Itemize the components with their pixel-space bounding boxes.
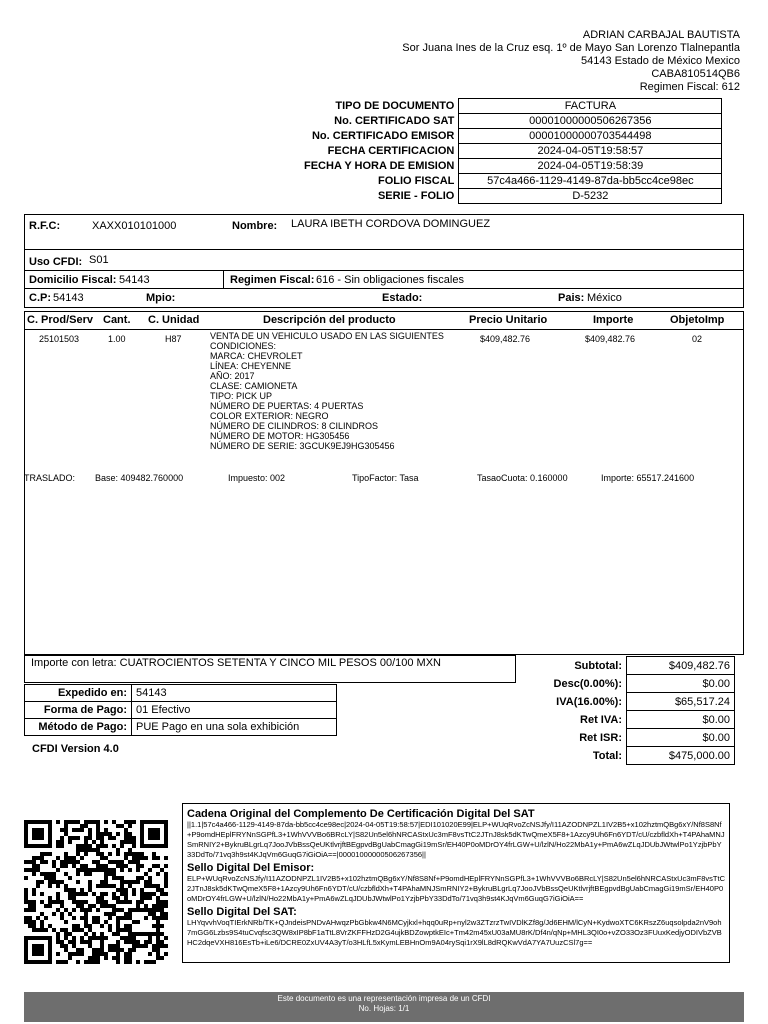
tax-tasa: TasaoCuota: 0.160000 — [477, 473, 568, 483]
doc-row — [300, 114, 722, 129]
doc-label: SERIE - FOLIO — [377, 190, 455, 202]
concepts-header — [25, 312, 743, 330]
importe-letra: Importe con letra: CUATROCIENTOS SETENTA Y CINCO MIL PESOS 00/100 MXN — [31, 657, 441, 669]
doc-row — [300, 144, 722, 159]
row-importe: $409,482.76 — [585, 334, 636, 344]
total-row — [533, 657, 735, 675]
total-value: $475,000.00 — [627, 747, 735, 765]
cadena-original: ||1.1|57c4a466-1129-4149-87da-bb5cc4ce98ec|2024-04-05T19:58:57|EDI101020E99|ELP+WUqRvoZcNSJfy/I11AZODNPZL1IV2B5+x102hztmQBg6xY/Nf8S8Nf+P9omdHEplFRYNnSGPfL3+1WhVVVBo6BRcLY|S82Un5el6hNRCAStxUc3mF8vsTtC2JTnJ8sk5dKTwQmeX5F8+1Azcy9Uh6Fn6YDT/cU/czbfldXh+T4PAhaMNJSmRNIY2+BykruBLgrLq7JooJVbBssQeUKtlvrjftBEgpvdBgUabCmagGi19mSr/EH40P0oMDrOY4frLGW+U/lzlN/Ho22MbA1y+PmA6wZLqJDUbJWtwlPo1YzjbPbY33DdTo/71vq3h9st4KJqVm6GuqG7iGiOiA==|00001000000506267356|| — [187, 820, 725, 859]
cp-value: 54143 — [53, 292, 84, 304]
header-objeto: ObjetoImp — [670, 314, 725, 326]
row-precio: $409,482.76 — [480, 334, 531, 344]
doc-label: FECHA Y HORA DE EMISION — [304, 160, 455, 172]
footer-line1: Este documento es una representación impresa de un CFDI — [277, 994, 491, 1003]
row-unidad: H87 — [165, 334, 182, 344]
rfc-label: R.F.C: — [29, 220, 61, 232]
pais-label: Pais: — [558, 292, 585, 304]
nombre-label: Nombre: — [232, 220, 278, 232]
issuer-name: ADRIAN CARBAJAL BAUTISTA — [582, 29, 740, 41]
uso-cfdi-box — [24, 249, 744, 271]
doc-label: TIPO DE DOCUMENTO — [335, 100, 455, 112]
header-precio: Precio Unitario — [469, 314, 548, 326]
doc-label: No. CERTIFICADO EMISOR — [311, 130, 455, 142]
doc-row — [300, 99, 722, 114]
seals-box — [182, 803, 730, 963]
footer-line2: No. Hojas: 1/1 — [358, 1004, 410, 1013]
total-label: IVA(16.00%): — [556, 695, 622, 708]
payment-label: Expedido en: — [25, 685, 132, 702]
total-value: $0.00 — [627, 711, 735, 729]
pais-value: México — [587, 292, 622, 304]
doc-row — [300, 174, 722, 189]
cadena-title: Cadena Original del Complemento De Certificación Digital Del SAT — [187, 808, 535, 820]
doc-row — [300, 159, 722, 174]
payment-label: Forma de Pago: — [25, 702, 132, 719]
doc-label: No. CERTIFICADO SAT — [334, 115, 455, 127]
receiver-name-box — [24, 214, 744, 250]
issuer-rfc: CABA810514QB6 — [651, 68, 740, 80]
payment-value: 54143 — [132, 685, 337, 702]
tax-base: Base: 409482.760000 — [95, 473, 184, 483]
tax-impuesto: Impuesto: 002 — [228, 473, 286, 483]
mpio-label: Mpio: — [146, 292, 176, 304]
total-value: $0.00 — [627, 675, 735, 693]
total-row — [533, 747, 735, 765]
total-row — [533, 711, 735, 729]
qr-code-icon — [24, 820, 168, 964]
row-cant: 1.00 — [108, 334, 126, 344]
emisor-seal: ELP+WUqRvoZcNSJfy/I11AZODNPZL1IV2B5+x102hztmQBg6xY/Nf8S8Nf+P9omdHEplFRYNnSGPfL3+1WhVVVBo6BRcLY|S82Un5el6hNRCAStxUc3mF8vsTtC2JTnJ8sk5dKTwQmeX5F8+1Azcy9Uh6Fn6YDT/cU/czbfldXh+T4PAhaMNJSmRNIY2+BykruBLgrLq7JooJVbBssQeUKtlvrjftBEgpvdBgUabCmagGi19mSr/EH40P0oMDrOY4frLGW+U/lzlN/Ho22MbA1y+PmA6wZLqJDUbJWtwlPo1YzjbPbY33DdTo/71vq3h9st4KJqVm6GuqG7iGiOiA== — [187, 874, 726, 903]
regimen-box — [223, 270, 744, 289]
tax-traslado: TRASLADO: — [24, 473, 76, 483]
payment-table — [24, 684, 337, 736]
totals-table — [533, 656, 735, 765]
row-prod: 25101503 — [39, 334, 80, 344]
header-descripcion: Descripción del producto — [263, 314, 396, 326]
doc-value: 00001000000506267356 — [459, 114, 722, 129]
header-importe: Importe — [593, 314, 634, 326]
total-row — [533, 729, 735, 747]
uso-label: Uso CFDI: — [29, 256, 83, 268]
payment-row — [25, 685, 337, 702]
total-value: $0.00 — [627, 729, 735, 747]
regimen-label: Regimen Fiscal: — [230, 274, 315, 286]
issuer-block — [402, 29, 740, 94]
doc-row — [300, 129, 722, 144]
concepts-table — [24, 311, 744, 655]
uso-value: S01 — [89, 254, 109, 266]
total-value: $409,482.76 — [627, 657, 735, 675]
header-prod: C. Prod/Serv — [27, 314, 94, 326]
issuer-address: Sor Juana Ines de la Cruz esq. 1º de Mayo San Lorenzo Tlalnepantla — [402, 42, 740, 54]
payment-value: 01 Efectivo — [132, 702, 337, 719]
doc-label: FECHA CERTIFICACION — [327, 145, 455, 157]
total-label: Ret ISR: — [579, 731, 622, 744]
domicilio-value: 54143 — [119, 274, 150, 286]
document-info-table — [300, 98, 722, 204]
total-label: Desc(0.00%): — [553, 677, 622, 690]
total-label: Subtotal: — [574, 659, 622, 672]
sat-seal: LHYqvvhVoqTIErkNRb/TK+QJndeisPNDvAHwqzPbGbkw4N6MCyjkxl+hqq0uRp+nyl2w3ZTzrzTwIVDlKZf8g/Jd6EHM/lCyN+KydwoXTC6KRszZ6uqsolpda2nV9oh7mGG6Lzbs9S4tuCvqfsc3QW8xIP8bF1aTtL8VrZKFFHzD2G4ujkBDZowptkEIc+Tm42m45xU03aMU8rK/Df4n/qNp+MHL3QI0o+vZO33Oz3FUuxKedjyODIVbZVBHC2dqeVXH816EsTb+iLe6/DCRE0ZxUV4A3yT/o3HLfL5xKymLEBHnOm9A04rySqi1rX9lL8dRQKwVdA7YA7UuzCSl7g== — [187, 918, 722, 947]
payment-row — [25, 702, 337, 719]
doc-value: D-5232 — [459, 189, 722, 204]
regimen-value: 616 - Sin obligaciones fiscales — [316, 274, 464, 286]
total-row — [533, 675, 735, 693]
rfc-value: XAXX010101000 — [92, 220, 177, 232]
issuer-regime: Regimen Fiscal: 612 — [639, 81, 740, 93]
doc-row — [300, 189, 722, 204]
doc-label: FOLIO FISCAL — [377, 175, 455, 187]
importe-letra-box — [24, 655, 516, 683]
page-footer — [24, 992, 744, 1022]
payment-row — [25, 719, 337, 736]
doc-value: 00001000000703544498 — [459, 129, 722, 144]
row-descripcion: VENTA DE UN VEHICULO USADO EN LAS SIGUIENTES CONDICIONES: MARCA: CHEVROLET LÍNEA: CHEYENNE AÑO: 2017 CLASE: CAMIONETA TIPO: PICK UP NÚMERO DE PUERTAS: 4 PUERTAS COLOR EXTERIOR: NEGRO NÚMERO DE CILINDROS: 8 CILINDROS NÚMERO DE MOTOR: HG305456 NÚMERO DE SERIE: 3GCUK9EJ9HG305456 — [210, 331, 444, 451]
tax-importe: Importe: 65517.241600 — [601, 473, 695, 483]
estado-label: Estado: — [382, 292, 423, 304]
cfdi-version: CFDI Version 4.0 — [32, 743, 119, 755]
sat-seal-title: Sello Digital Del SAT: — [187, 906, 297, 918]
payment-value: PUE Pago en una sola exhibición — [132, 719, 337, 736]
issuer-city: 54143 Estado de México Mexico — [581, 55, 740, 67]
domicilio-label: Domicilio Fiscal: — [29, 274, 117, 286]
doc-value: 2024-04-05T19:58:57 — [459, 144, 722, 159]
total-row — [533, 693, 735, 711]
location-box — [24, 288, 744, 308]
cp-label: C.P: — [29, 292, 51, 304]
domicilio-box — [24, 270, 224, 289]
total-label: Total: — [592, 749, 622, 762]
row-objeto: 02 — [692, 334, 703, 344]
emisor-seal-title: Sello Digital Del Emisor: — [187, 862, 315, 874]
tax-tipo: TipoFactor: Tasa — [352, 473, 419, 483]
total-value: $65,517.24 — [627, 693, 735, 711]
nombre-value: LAURA IBETH CORDOVA DOMINGUEZ — [291, 218, 491, 230]
doc-value: 2024-04-05T19:58:39 — [459, 159, 722, 174]
payment-label: Método de Pago: — [25, 719, 132, 736]
header-unidad: C. Unidad — [148, 314, 200, 326]
doc-value: 57c4a466-1129-4149-87da-bb5cc4ce98ec — [459, 174, 722, 189]
doc-value: FACTURA — [459, 99, 722, 114]
total-label: Ret IVA: — [580, 713, 622, 726]
header-cant: Cant. — [103, 314, 131, 326]
